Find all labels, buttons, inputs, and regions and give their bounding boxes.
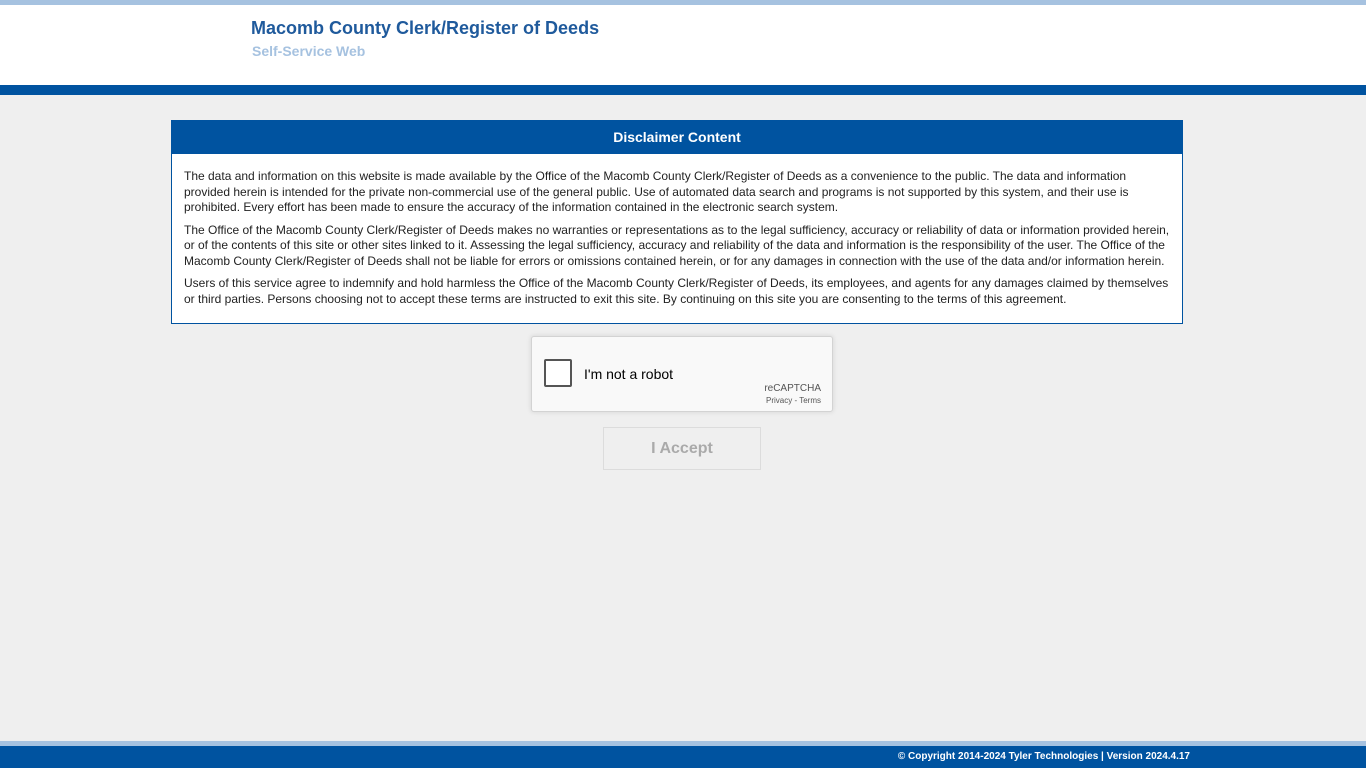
- site-title[interactable]: Macomb County Clerk/Register of Deeds: [251, 18, 600, 38]
- disclaimer-paragraph: The data and information on this website is made available by the Office of the Macomb County Clerk/Register of Deeds as a convenience to the public. The data and information provided herein is intended for the private non-commercial use of the general public. Use of automated data search and programs is not supported by this system, and their use is prohibited. Every effort has been made to ensure the accuracy of the information contained in the electronic search system.: [184, 169, 1129, 214]
- site-header: [0, 5, 1366, 85]
- recaptcha-privacy-link[interactable]: Privacy: [766, 396, 793, 405]
- site-subtitle: Self-Service Web: [252, 43, 366, 59]
- recaptcha-widget: [531, 336, 833, 412]
- disclaimer-heading: Disclaimer Content: [172, 121, 1182, 154]
- recaptcha-checkbox[interactable]: [544, 359, 572, 387]
- disclaimer-body: [172, 154, 1182, 307]
- disclaimer-panel: [171, 120, 1183, 324]
- recaptcha-links: [766, 396, 821, 405]
- site-footer: [0, 746, 1366, 768]
- disclaimer-paragraph: Users of this service agree to indemnify and hold harmless the Office of the Macomb County Clerk/Register of Deeds, its employees, and agents for any damages claimed by themselves or third parties. Persons choosing not to accept these terms are instructed to exit this site. By continuing on this site you are consenting to the terms of this agreement.: [184, 276, 1169, 306]
- accept-button[interactable]: I Accept: [603, 427, 761, 470]
- recaptcha-brand: reCAPTCHA: [764, 383, 821, 394]
- disclaimer-paragraph: The Office of the Macomb County Clerk/Register of Deeds makes no warranties or representations as to the legal sufficiency, accuracy or reliability of data or information provided herein, or of the contents of this site or other sites linked to it. Assessing the legal sufficiency, accuracy and reliability of the data and information is the responsibility of the user. The Office of the Macomb County Clerk/Register of Deeds shall not be liable for errors or omissions contained herein, or for any damages in connection with the use of the data and/or information herein.: [184, 222, 1170, 268]
- recaptcha-label: I'm not a robot: [584, 366, 674, 382]
- footer-copyright: © Copyright 2014-2024 Tyler Technologies | Version 2024.4.17: [897, 751, 1190, 762]
- header-divider-bar: [0, 85, 1366, 95]
- recaptcha-terms-link[interactable]: Terms: [799, 396, 821, 405]
- recaptcha-link-separator: -: [794, 396, 798, 405]
